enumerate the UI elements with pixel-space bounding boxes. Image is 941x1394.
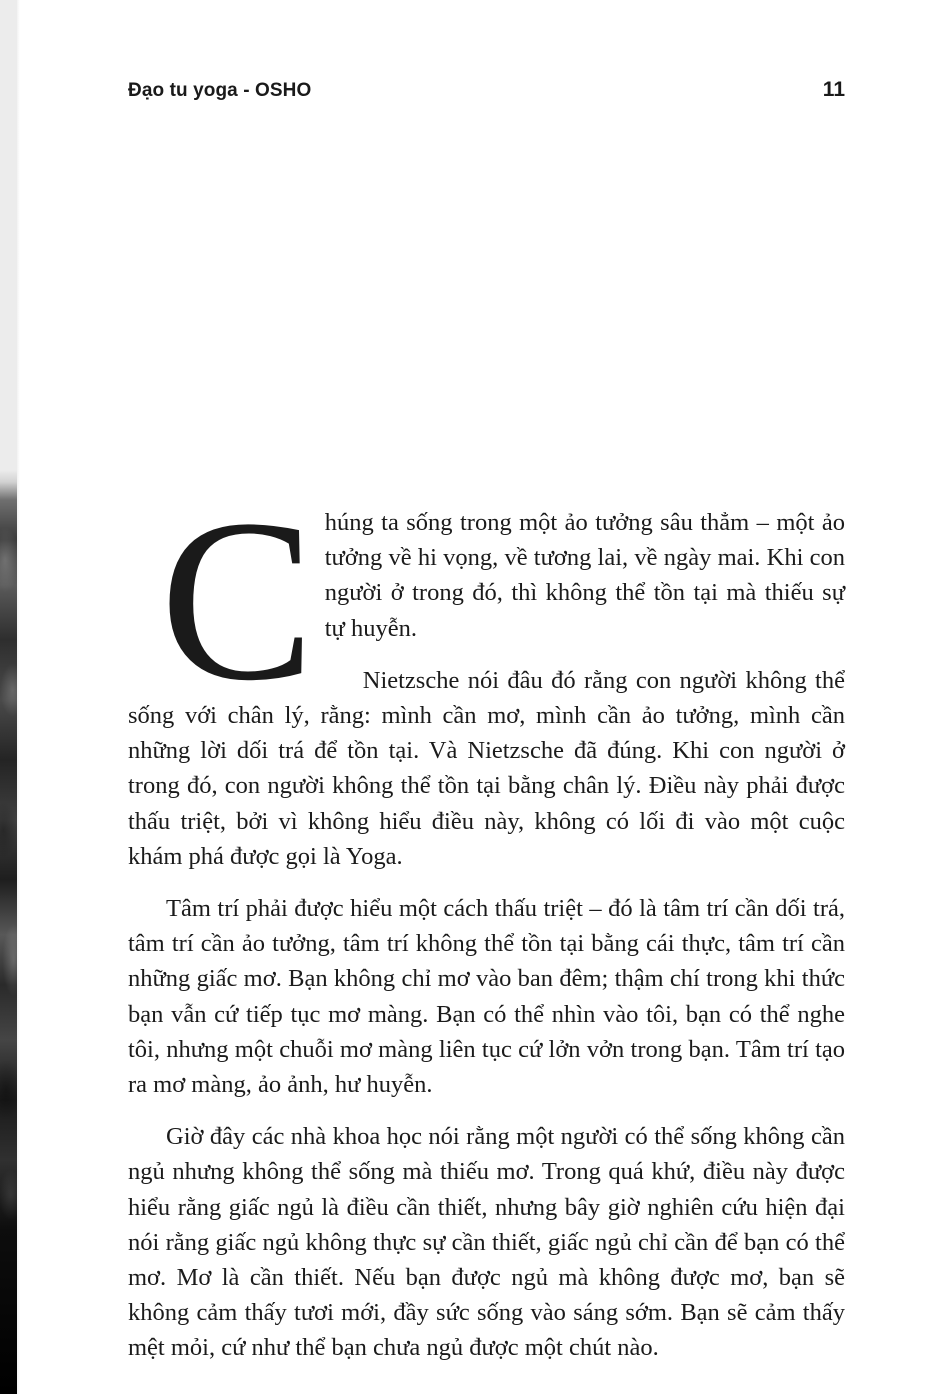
running-header <box>128 78 845 102</box>
left-edge-photo-strip <box>0 0 17 1394</box>
drop-cap-letter: C <box>160 472 315 729</box>
page-number: 11 <box>822 78 845 101</box>
paragraph-1 <box>128 472 845 729</box>
body-text-column <box>128 472 845 1366</box>
book-title: Đạo tu yoga - OSHO <box>128 80 312 101</box>
paragraph-3: Tâm trí phải được hiểu một cách thấu triệt – đó là tâm trí cần dối trá, tâm trí cần ảo tưởng, tâm trí không thể tồn tại bằng cái thực, tâm trí cần những giấc mơ. Bạn không chỉ mơ vào ban đêm; thậm chí trong khi thức bạn vẫn cứ tiếp tục mơ màng. Bạn có thể nhìn vào tôi, bạn có thể nghe tôi, nhưng một chuỗi mơ màng liên tục cứ lởn vởn trong bạn. Tâm trí tạo ra mơ màng, ảo ảnh, hư huyễn. <box>128 895 845 1099</box>
paragraph-2: Nietzsche nói đâu đó rằng con người không thể sống với chân lý, rằng: mình cần mơ, mình cần ảo tưởng, mình cần những lời dối trá để tồn tại. Và Nietzsche đã đúng. Khi con người ở trong đó, con người không thể tồn tại bằng chân lý. Điều này phải được thấu triệt, bởi vì không hiểu điều này, không có lối đi vào một cuộc khám phá được gọi là Yoga. <box>128 666 845 870</box>
paragraph-4: Giờ đây các nhà khoa học nói rằng một người có thể sống không cần ngủ nhưng không thể sống mà thiếu mơ. Trong quá khứ, điều này được hiểu rằng giấc ngủ là điều cần thiết, nhưng bây giờ nghiên cứu hiện đại nói rằng giấc ngủ không thực sự cần thiết, giấc ngủ chỉ cần để bạn có thể mơ. Mơ là cần thiết. Nếu bạn được ngủ mà không được mơ, bạn sẽ không cảm thấy tươi mới, đầy sức sống vào sáng sớm. Bạn sẽ cảm thấy mệt mỏi, cứ như thể bạn chưa ngủ được một chút nào. <box>128 1123 845 1362</box>
edge-strip-texture <box>0 0 17 1394</box>
paragraph-1-text: húng ta sống trong một ảo tưởng sâu thẳm – một ảo tưởng về hi vọng, về tương lai, về ngày mai. Khi con người ở trong đó, thì không thể tồn tại mà thiếu sự tự huyễn. <box>324 509 845 642</box>
edge-strip-seam <box>17 0 20 1394</box>
